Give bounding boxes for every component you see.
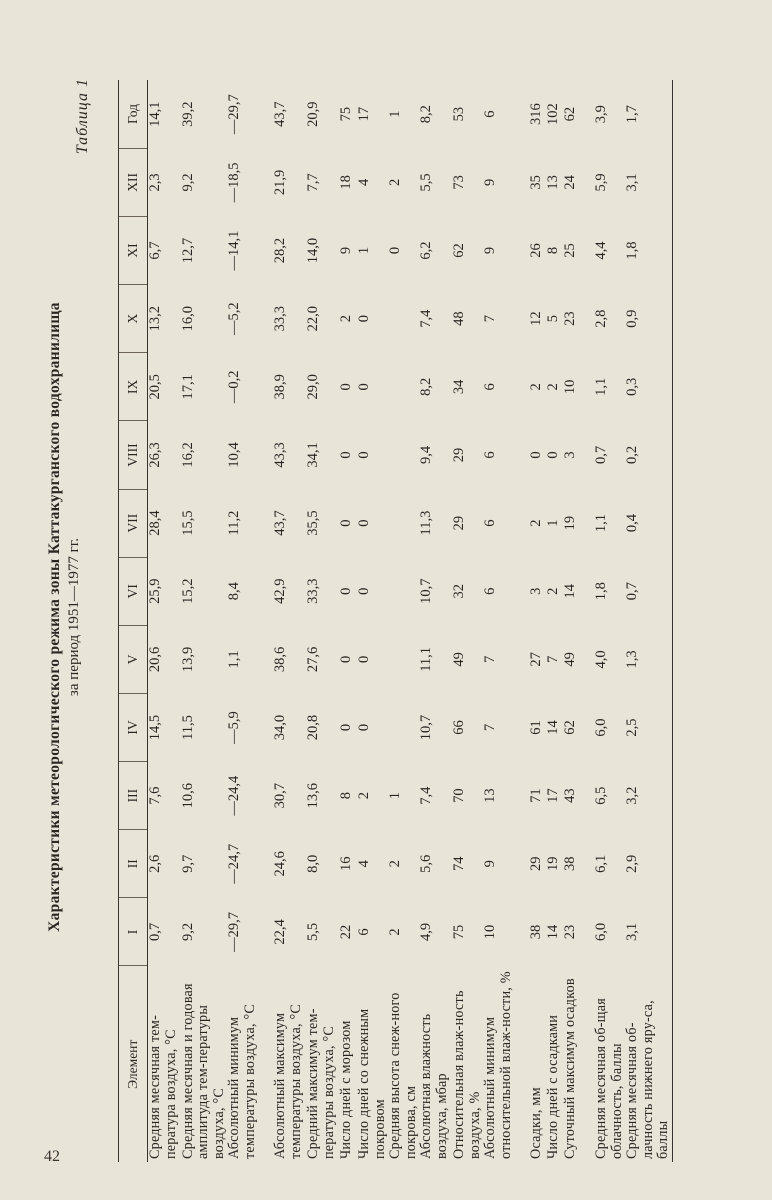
table-cell: 3,2 bbox=[625, 762, 672, 830]
table-cell: 70 bbox=[451, 788, 467, 803]
table-cell: 17 bbox=[356, 106, 372, 122]
table-cell: 0 bbox=[338, 587, 354, 595]
table-cell: —0,2 bbox=[226, 370, 242, 404]
column-header: XI bbox=[119, 216, 148, 284]
table-row bbox=[273, 80, 306, 1162]
table-cell: 62 bbox=[562, 106, 578, 122]
table-cell: 0 bbox=[387, 246, 403, 255]
table-cell: 14,0 bbox=[305, 237, 321, 264]
table-cell: 6,7 bbox=[147, 241, 163, 260]
table-cell: 7,4 bbox=[418, 786, 434, 805]
table-cell: 7 bbox=[482, 315, 498, 323]
column-header: I bbox=[119, 898, 148, 966]
table-cell bbox=[388, 557, 419, 625]
table-cell: 2,3 bbox=[147, 173, 163, 192]
table-cell: 0,4 bbox=[625, 489, 672, 557]
table-cell: 38 bbox=[562, 856, 578, 872]
table-cell: 14 bbox=[545, 924, 561, 940]
table-cell: 5,5 bbox=[418, 173, 434, 192]
column-header: VIII bbox=[119, 421, 148, 489]
column-header: IV bbox=[119, 693, 148, 761]
table-cell: 4,4 bbox=[593, 241, 609, 260]
table-cell: 10,7 bbox=[418, 578, 434, 604]
table-cell: 6 bbox=[482, 451, 498, 459]
table-cell: 13,2 bbox=[147, 305, 163, 332]
table-cell: 74 bbox=[451, 856, 467, 872]
row-label: Средний максимум тем-пературы воздуха, °С bbox=[305, 1008, 337, 1159]
column-header: Элемент bbox=[119, 966, 148, 1162]
table-cell: 24 bbox=[562, 175, 578, 190]
table-cell: 0 bbox=[338, 451, 354, 459]
table-cell: 10 bbox=[482, 924, 498, 940]
table-row bbox=[227, 80, 273, 1162]
table-cell: 16,0 bbox=[179, 305, 196, 332]
table-cell: 7 bbox=[482, 655, 498, 663]
table-cell: 5,9 bbox=[593, 173, 609, 192]
column-header: XII bbox=[119, 148, 148, 216]
table-cell: 1,8 bbox=[625, 216, 672, 284]
column-header: III bbox=[119, 762, 148, 830]
table-cell: 19 bbox=[562, 515, 578, 531]
table-cell: 13 bbox=[545, 175, 561, 190]
table-cell: 75 bbox=[451, 924, 467, 940]
table-cell: 0,7 bbox=[625, 557, 672, 625]
table-cell bbox=[388, 285, 419, 353]
row-label: Число дней с осадками bbox=[545, 1014, 561, 1159]
table-cell: 1,8 bbox=[593, 582, 609, 601]
table-cell: 9,7 bbox=[179, 854, 196, 873]
table-cell: 0 bbox=[356, 723, 372, 732]
table-cell: 2,5 bbox=[625, 693, 672, 761]
table-cell: 3,1 bbox=[625, 898, 672, 966]
table-cell: 6 bbox=[482, 587, 498, 595]
table-cell: 6,0 bbox=[593, 718, 609, 737]
table-cell: —24,4 bbox=[226, 775, 242, 816]
table-cell: 10 bbox=[562, 379, 578, 395]
table-cell bbox=[388, 625, 419, 693]
table-cell: 25 bbox=[562, 243, 578, 258]
table-cell: 73 bbox=[451, 175, 467, 190]
table-cell: 1,1 bbox=[593, 377, 609, 396]
table-cell: 20,8 bbox=[305, 714, 321, 741]
row-label: Средняя высота снеж-ного покрова, см bbox=[387, 992, 419, 1159]
table-cell: 13,6 bbox=[305, 782, 321, 809]
table-cell: 43,7 bbox=[272, 101, 288, 127]
table-cell: 19 bbox=[545, 856, 561, 872]
table-cell: 2,8 bbox=[593, 309, 609, 328]
table-row bbox=[148, 80, 181, 1162]
table-cell: 0,2 bbox=[625, 421, 672, 489]
table-cell: 27,6 bbox=[305, 646, 321, 673]
table-cell: 16 bbox=[338, 856, 354, 872]
row-label: Абсолютная влажность воздуха, мбар bbox=[418, 1013, 450, 1159]
table-cell: 35 bbox=[528, 175, 544, 190]
table-cell: 0 bbox=[356, 587, 372, 595]
row-label: Число дней со снежным покровом bbox=[356, 1008, 388, 1159]
table-cell: 21,9 bbox=[272, 169, 288, 196]
table-subtitle: за период 1951—1977 гг. bbox=[66, 537, 82, 697]
table-row bbox=[181, 80, 228, 1162]
table-cell: 7,7 bbox=[305, 173, 321, 192]
table-body bbox=[148, 80, 673, 1162]
table-cell: 66 bbox=[451, 720, 467, 735]
table-cell: 4,9 bbox=[418, 922, 434, 941]
table-cell: 0,7 bbox=[593, 445, 609, 465]
table-cell: 0 bbox=[338, 383, 354, 391]
table-cell: 7 bbox=[545, 655, 561, 663]
table-cell: 26 bbox=[528, 243, 544, 258]
row-label: Абсолютный минимум температуры воздуха, °С bbox=[226, 1003, 258, 1159]
row-label: Абсолютный минимум относительной влаж-ности, % bbox=[482, 971, 514, 1159]
table-cell: 9 bbox=[482, 246, 498, 255]
table-cell: 33,3 bbox=[305, 578, 321, 604]
table-cell: 1,1 bbox=[593, 514, 609, 533]
table-cell: 12 bbox=[528, 311, 544, 326]
table-cell: 5,5 bbox=[305, 922, 321, 941]
table-cell: 71 bbox=[528, 788, 544, 803]
row-label: Средняя месячная и годовая амплитуда тем-пературы воздуха, °С bbox=[179, 983, 227, 1159]
table-cell: —24,7 bbox=[226, 843, 242, 884]
table-cell: 27 bbox=[528, 652, 544, 667]
table-cell: 7,4 bbox=[418, 309, 434, 328]
table-cell: 2 bbox=[528, 519, 544, 527]
table-cell: 28,2 bbox=[272, 237, 288, 264]
row-label: Осадки, мм bbox=[528, 1087, 544, 1159]
table-cell: 17,1 bbox=[179, 374, 196, 400]
table-cell: 6,5 bbox=[593, 786, 609, 805]
table-cell: 2 bbox=[387, 178, 403, 187]
table-cell bbox=[388, 353, 419, 421]
table-row bbox=[452, 80, 483, 1162]
table-cell: 7,6 bbox=[147, 786, 163, 805]
table-cell: 10,6 bbox=[179, 782, 196, 809]
table-cell: 3 bbox=[528, 587, 544, 595]
table-cell: 14,5 bbox=[147, 714, 163, 741]
table-cell: 9 bbox=[338, 246, 354, 255]
table-cell: 34 bbox=[451, 379, 467, 395]
table-cell: 2 bbox=[356, 792, 372, 800]
table-cell: 13 bbox=[482, 788, 498, 803]
column-header: X bbox=[119, 285, 148, 353]
table-cell: 9,2 bbox=[179, 173, 196, 192]
table-cell: 4 bbox=[356, 860, 372, 868]
table-cell: 0,7 bbox=[147, 922, 163, 941]
table-cell: 3 bbox=[562, 451, 578, 459]
table-cell: 0 bbox=[356, 451, 372, 459]
table-cell: 14 bbox=[562, 583, 578, 599]
row-label: Средняя месячная тем-пература воздуха, °С bbox=[147, 1014, 179, 1159]
table-cell: 1,1 bbox=[226, 650, 242, 669]
table-cell: 53 bbox=[451, 106, 467, 122]
column-header: Год bbox=[119, 80, 148, 148]
table-cell: 1,3 bbox=[625, 625, 672, 693]
table-cell: 61 bbox=[528, 720, 544, 735]
table-cell: 24,6 bbox=[272, 851, 288, 877]
table-cell: 6,1 bbox=[593, 854, 609, 873]
table-cell: 43,7 bbox=[272, 510, 288, 536]
meteorology-table bbox=[118, 80, 673, 1162]
column-header: VI bbox=[119, 557, 148, 625]
table-cell: 75 bbox=[338, 106, 354, 122]
table-cell: 316 bbox=[528, 103, 544, 126]
column-header: II bbox=[119, 830, 148, 898]
table-cell: 11,3 bbox=[418, 510, 434, 536]
table-cell: 28,4 bbox=[147, 510, 163, 536]
table-cell: 7 bbox=[482, 723, 498, 732]
table-cell: 43 bbox=[562, 788, 578, 803]
table-cell: 8 bbox=[545, 246, 561, 255]
table-cell: 42,9 bbox=[272, 578, 288, 604]
table-cell: —5,9 bbox=[226, 711, 242, 744]
table-row bbox=[563, 80, 594, 1162]
table-cell: 0 bbox=[338, 723, 354, 732]
table-cell: 6 bbox=[356, 928, 372, 936]
table-cell: 13,9 bbox=[179, 646, 196, 673]
table-cell: 62 bbox=[451, 243, 467, 258]
table-cell: 22 bbox=[338, 924, 354, 940]
table-label: Таблица 1 bbox=[74, 78, 91, 155]
table-cell: 6,0 bbox=[593, 922, 609, 941]
table-cell: 22,0 bbox=[305, 305, 321, 332]
table-cell: 10,7 bbox=[418, 714, 434, 741]
table-cell: 6 bbox=[482, 519, 498, 527]
table-cell: 1 bbox=[545, 519, 561, 527]
table-cell: 11,1 bbox=[418, 646, 434, 672]
table-cell: 48 bbox=[451, 311, 467, 326]
table-cell: 29,0 bbox=[305, 374, 321, 400]
table-cell: 20,9 bbox=[305, 101, 321, 127]
table-cell: 43,3 bbox=[272, 442, 288, 468]
table-cell: 29 bbox=[451, 515, 467, 531]
table-cell: —29,7 bbox=[226, 94, 242, 135]
table-cell: 0 bbox=[338, 655, 354, 663]
table-cell: 0 bbox=[338, 519, 354, 527]
table-row bbox=[306, 80, 339, 1162]
table-cell: 4 bbox=[356, 178, 372, 187]
table-cell: 0 bbox=[356, 655, 372, 663]
table-cell: 2 bbox=[528, 383, 544, 391]
table-row bbox=[546, 80, 563, 1162]
table-cell: 38,9 bbox=[272, 374, 288, 400]
table-cell: —14,1 bbox=[226, 230, 242, 271]
table-cell: 8,2 bbox=[418, 377, 434, 396]
table-cell: —29,7 bbox=[226, 912, 242, 952]
table-cell: 2,6 bbox=[147, 854, 163, 873]
table-row bbox=[625, 80, 672, 1162]
table-cell: 1 bbox=[387, 110, 403, 118]
table-cell: 2 bbox=[387, 928, 403, 936]
table-cell bbox=[388, 489, 419, 557]
table-cell: 1 bbox=[356, 246, 372, 255]
table-cell: 26,3 bbox=[147, 442, 163, 468]
table-cell: 1,7 bbox=[625, 80, 672, 148]
table-cell: 6 bbox=[482, 110, 498, 118]
row-label: Относительная влаж-ность воздуха, % bbox=[451, 990, 483, 1159]
table-row bbox=[388, 80, 419, 1162]
table-cell: —5,2 bbox=[226, 302, 242, 335]
table-cell: 49 bbox=[451, 652, 467, 667]
table-cell: 32 bbox=[451, 583, 467, 599]
table-cell: 9 bbox=[482, 178, 498, 187]
table-cell: 9,2 bbox=[179, 922, 196, 941]
table-cell: 29 bbox=[451, 447, 467, 463]
table-cell: 23 bbox=[562, 924, 578, 940]
table-cell: 34,0 bbox=[272, 714, 288, 741]
column-header: IX bbox=[119, 353, 148, 421]
table-row bbox=[357, 80, 388, 1162]
table-cell: 2,9 bbox=[625, 830, 672, 898]
table-cell: 23 bbox=[562, 311, 578, 326]
row-label: Число дней с морозом bbox=[338, 1020, 354, 1159]
table-cell: 17 bbox=[545, 788, 561, 803]
table-cell: 34,1 bbox=[305, 442, 321, 468]
table-cell: 2 bbox=[387, 860, 403, 868]
table-cell: 5 bbox=[545, 315, 561, 323]
table-cell: 5,6 bbox=[418, 854, 434, 873]
table-cell: 0 bbox=[528, 451, 544, 459]
table-cell: 10,4 bbox=[226, 442, 242, 468]
table-row bbox=[339, 80, 357, 1162]
table-cell: 15,5 bbox=[179, 510, 196, 536]
table-cell: 2 bbox=[338, 315, 354, 323]
table-cell: 8,2 bbox=[418, 105, 434, 124]
table-row bbox=[483, 80, 529, 1162]
table-cell: 29 bbox=[528, 856, 544, 872]
table-cell: —18,5 bbox=[226, 162, 242, 203]
table-cell: 25,9 bbox=[147, 578, 163, 604]
table-cell bbox=[388, 421, 419, 489]
table-title: Характеристики метеорологического режима зоны Каттакурганского водохранилища bbox=[46, 302, 63, 932]
table-cell: 8,0 bbox=[305, 854, 321, 873]
table-cell: 62 bbox=[562, 720, 578, 735]
table-cell: 3,1 bbox=[625, 148, 672, 216]
table-cell: 2 bbox=[545, 383, 561, 391]
table-cell: 8 bbox=[338, 792, 354, 800]
table-cell: 38,6 bbox=[272, 646, 288, 673]
table-row bbox=[529, 80, 546, 1162]
table-cell bbox=[388, 693, 419, 761]
table-cell: 20,5 bbox=[147, 374, 163, 400]
row-label: Средняя месячная об-щая облачность, баллы bbox=[593, 997, 625, 1159]
table-cell: 11,2 bbox=[226, 510, 242, 536]
row-label: Абсолютный максимум температуры воздуха, °С bbox=[272, 1003, 304, 1159]
table-cell: 15,2 bbox=[179, 578, 196, 604]
table-cell: 35,5 bbox=[305, 510, 321, 536]
table-cell: 6 bbox=[482, 383, 498, 391]
table-header-row bbox=[119, 80, 148, 1162]
table-cell: 0 bbox=[545, 451, 561, 459]
table-cell: 2 bbox=[545, 587, 561, 595]
table-cell: 14,1 bbox=[147, 101, 163, 127]
table-cell: 33,3 bbox=[272, 305, 288, 332]
table-cell: 38 bbox=[528, 924, 544, 940]
column-header: V bbox=[119, 625, 148, 693]
rotated-table-page bbox=[46, 72, 708, 1162]
table-cell: 20,6 bbox=[147, 646, 163, 673]
table-cell: 49 bbox=[562, 652, 578, 667]
table-row bbox=[419, 80, 452, 1162]
table-cell: 6,2 bbox=[418, 241, 434, 260]
table-cell: 9,4 bbox=[418, 445, 434, 465]
table-cell: 1 bbox=[387, 792, 403, 800]
table-cell: 14 bbox=[545, 720, 561, 735]
table-cell: 22,4 bbox=[272, 919, 288, 945]
table-cell: 4,0 bbox=[593, 650, 609, 669]
table-cell: 0 bbox=[356, 519, 372, 527]
table-row bbox=[594, 80, 625, 1162]
table-cell: 9 bbox=[482, 860, 498, 868]
table-cell: 0,3 bbox=[625, 353, 672, 421]
table-cell: 0 bbox=[356, 315, 372, 323]
row-label: Средняя месячная об-лачность нижнего яру-са, баллы bbox=[625, 966, 672, 1162]
table-cell: 39,2 bbox=[179, 101, 196, 127]
table-cell: 8,4 bbox=[226, 582, 242, 601]
page-number: 42 bbox=[44, 1148, 60, 1165]
table-cell: 3,9 bbox=[593, 105, 609, 124]
table-cell: 11,5 bbox=[179, 715, 196, 740]
table-cell: 102 bbox=[545, 103, 561, 126]
table-cell: 18 bbox=[338, 175, 354, 190]
table-cell: 16,2 bbox=[179, 442, 196, 468]
table-cell: 30,7 bbox=[272, 782, 288, 809]
table-cell: 12,7 bbox=[179, 237, 196, 264]
row-label: Суточный максимум осадков bbox=[562, 978, 578, 1159]
table-cell: 0 bbox=[356, 383, 372, 391]
table-cell: 0,9 bbox=[625, 285, 672, 353]
column-header: VII bbox=[119, 489, 148, 557]
